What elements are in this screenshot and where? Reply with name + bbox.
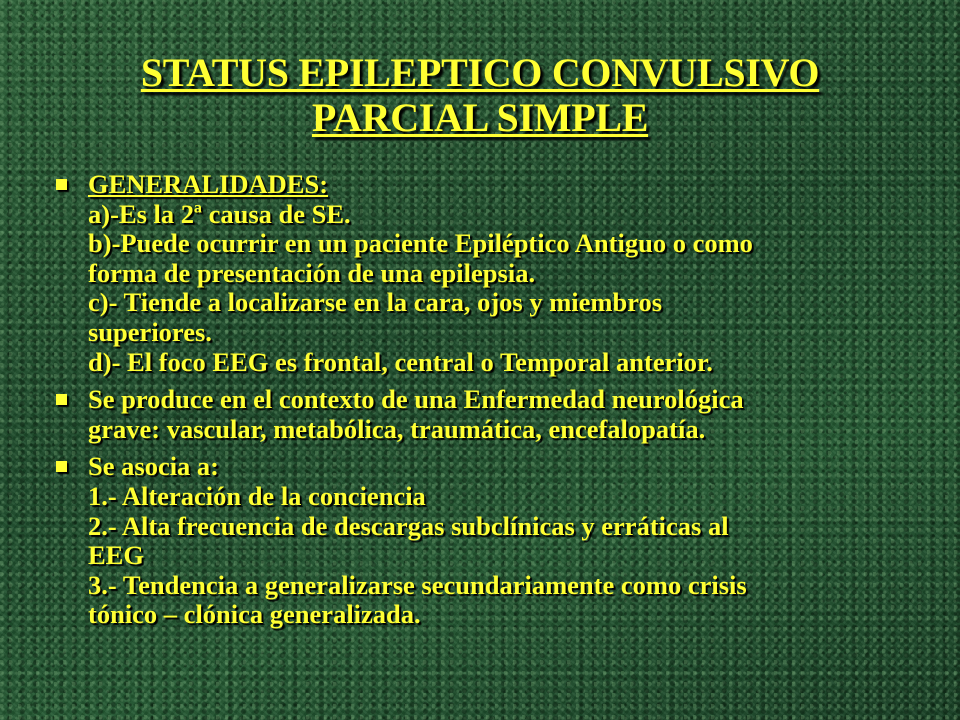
- bullet-item-asocia: [56, 452, 936, 630]
- bullet-line: c)- Tiende a localizarse en la cara, ojos y miembros: [88, 287, 663, 318]
- bullet-line: superiores.: [88, 316, 212, 347]
- bullet-line: Se produce en el contexto de una Enfermedad neurológica: [88, 384, 744, 415]
- bullet-line: grave: vascular, metabólica, traumática, encefalopatía.: [88, 413, 706, 444]
- bullet-line: d)- El foco EEG es frontal, central o Temporal anterior.: [88, 346, 713, 377]
- bullet-line: tónico – clónica generalizada.: [88, 599, 421, 630]
- square-bullet-icon: [56, 179, 67, 190]
- bullet-heading: GENERALIDADES:: [88, 169, 329, 199]
- bullet-line: 2.- Alta frecuencia de descargas subclínicas y erráticas al: [88, 510, 729, 541]
- bullet-line: forma de presentación de una epilepsia.: [88, 257, 536, 288]
- bullet-item-contexto: [56, 385, 936, 444]
- bullet-line: 1.- Alteración de la conciencia: [88, 480, 426, 511]
- bullet-line: a)-Es la 2ª causa de SE.: [88, 198, 351, 229]
- bullet-line: 3.- Tendencia a generalizarse secundariamente como crisis: [88, 569, 747, 600]
- square-bullet-icon: [56, 394, 67, 405]
- square-bullet-icon: [56, 461, 67, 472]
- bullet-list: [56, 170, 936, 638]
- bullet-line: Se asocia a:: [88, 451, 220, 482]
- slide-title: [40, 50, 920, 140]
- bullet-item-generalidades: [56, 170, 936, 377]
- slide-title-line-1: STATUS EPILEPTICO CONVULSIVO: [140, 50, 820, 95]
- bullet-line: EEG: [88, 540, 144, 571]
- bullet-line: b)-Puede ocurrir en un paciente Epiléptico Antiguo o como: [88, 228, 753, 259]
- slide-title-line-2: PARCIAL SIMPLE: [311, 95, 649, 140]
